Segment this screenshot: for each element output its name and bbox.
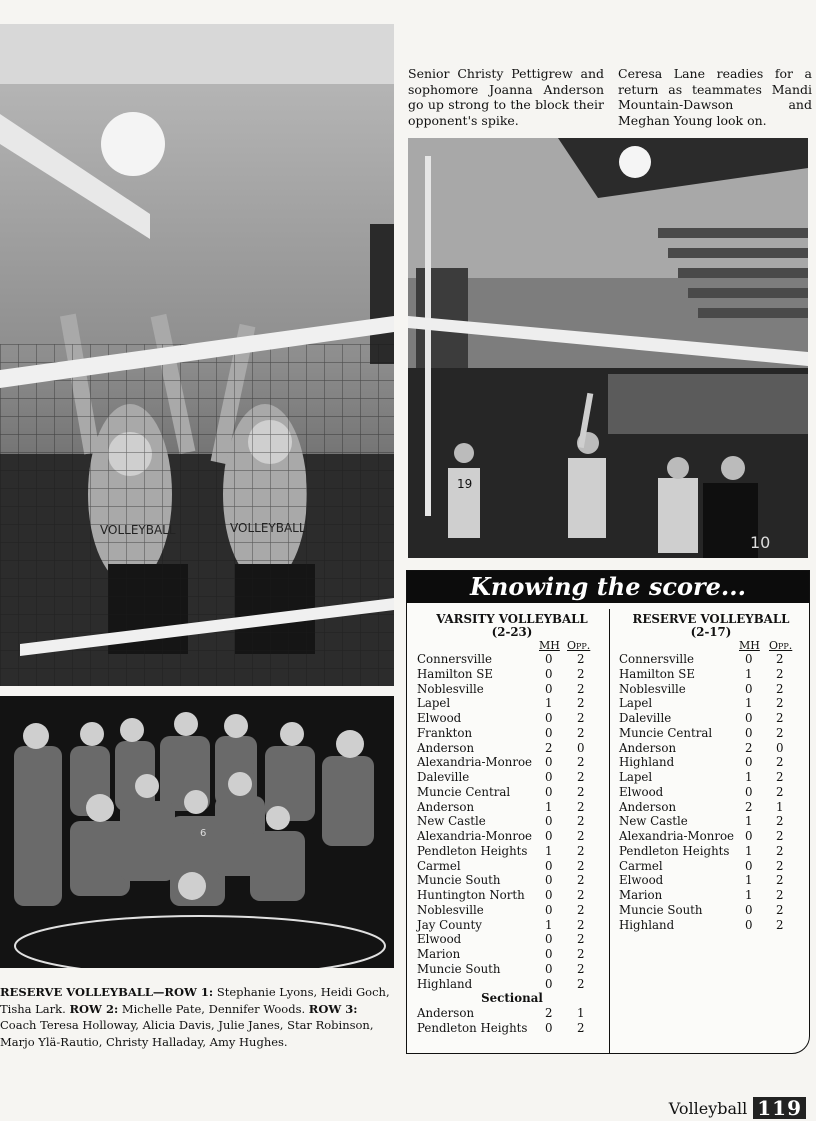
varsity-header — [417, 639, 607, 652]
opponent-name: Anderson — [417, 799, 475, 814]
score-row — [619, 711, 803, 726]
reserve-record: (2-17) — [690, 625, 732, 639]
opp-score: 2 — [776, 725, 784, 740]
score-row — [417, 962, 607, 977]
scorebox-title: Knowing the score... — [407, 571, 809, 603]
mh-score: 0 — [745, 755, 753, 770]
score-row — [619, 918, 803, 933]
opp-score: 2 — [776, 858, 784, 873]
opponent-name: Muncie Central — [619, 725, 713, 740]
jersey-number-10: 10 — [750, 533, 771, 552]
varsity-games — [417, 652, 607, 991]
opp-score: 2 — [577, 976, 585, 991]
reserve-games — [619, 652, 803, 932]
opponent-name: Daleville — [417, 770, 470, 784]
opp-score: 2 — [577, 725, 585, 740]
caption-reserve-roster — [0, 984, 393, 1050]
score-row — [619, 800, 803, 815]
opponent-name: Lapel — [417, 696, 451, 711]
opponent-name: Highland — [619, 755, 675, 770]
opp-score: 2 — [577, 711, 585, 725]
opp-score: 2 — [577, 932, 585, 947]
score-row — [619, 770, 803, 785]
mh-score: 0 — [745, 902, 753, 917]
opponent-name: Elwood — [417, 711, 462, 725]
reserve-header — [619, 639, 803, 652]
opp-score: 2 — [577, 652, 585, 666]
reserve-title: RESERVE VOLLEYBALL — [632, 612, 790, 626]
opp-score: 2 — [776, 917, 784, 932]
opp-score: 2 — [776, 784, 784, 799]
opp-score: 2 — [776, 696, 784, 711]
opp-score: 2 — [776, 873, 784, 888]
score-row — [417, 947, 607, 962]
opponent-name: Noblesville — [619, 681, 686, 696]
opponent-name: Muncie South — [619, 902, 703, 917]
score-row — [619, 814, 803, 829]
opp-score: 2 — [577, 902, 585, 917]
opp-score: 2 — [577, 917, 585, 932]
opp-score: 2 — [577, 947, 585, 961]
opponent-name: Elwood — [417, 932, 462, 947]
score-row — [417, 711, 607, 726]
roster-row2-label: ROW 2: — [69, 1001, 119, 1016]
score-row — [619, 696, 803, 711]
page-footer — [669, 1097, 806, 1119]
opp-score: 2 — [577, 666, 585, 681]
score-row — [417, 741, 607, 756]
varsity-sectional-label: Sectional — [481, 991, 543, 1006]
opp-score: 2 — [776, 681, 784, 696]
opp-score: 2 — [776, 888, 784, 902]
photo-reserve-team-image — [0, 696, 394, 968]
mh-score: 1 — [745, 770, 753, 784]
opponent-name: Highland — [619, 917, 675, 932]
mh-score: 0 — [545, 755, 553, 770]
score-row — [619, 785, 803, 800]
mh-score: 0 — [545, 961, 553, 976]
opp-score: 0 — [776, 740, 784, 755]
page-number: 119 — [753, 1097, 806, 1119]
opponent-name: Elwood — [619, 784, 664, 799]
mh-score: 0 — [545, 947, 553, 961]
score-row — [619, 888, 803, 903]
opp-score: 2 — [577, 829, 585, 843]
mh-score: 0 — [745, 711, 753, 725]
score-row — [417, 1006, 607, 1021]
footer-section: Volleyball — [668, 1098, 748, 1118]
varsity-column — [417, 613, 607, 1036]
opponent-name: Elwood — [619, 873, 664, 888]
varsity-sectional-games — [417, 1006, 607, 1036]
score-row — [417, 903, 607, 918]
score-row — [619, 903, 803, 918]
score-row — [619, 667, 803, 682]
opponent-name: Carmel — [417, 858, 461, 873]
opponent-name: Anderson — [619, 799, 677, 814]
score-row — [417, 814, 607, 829]
score-row — [417, 932, 607, 947]
mh-score: 0 — [545, 902, 553, 917]
opponent-name: Noblesville — [417, 681, 484, 696]
score-row — [417, 1021, 607, 1036]
opponent-name: Hamilton SE — [417, 666, 493, 681]
mh-score: 1 — [745, 666, 753, 681]
score-row — [619, 844, 803, 859]
opp-score: 2 — [776, 843, 784, 858]
score-row — [619, 652, 803, 667]
mh-score: 0 — [545, 711, 553, 725]
roster-title: RESERVE VOLLEYBALL—ROW 1: — [0, 985, 214, 999]
opponent-name: Lapel — [619, 770, 653, 784]
jersey-number-6: 6 — [200, 828, 207, 839]
mh-score: 1 — [745, 814, 753, 829]
opponent-name: Frankton — [417, 725, 473, 740]
score-row — [417, 800, 607, 815]
scorebox — [406, 570, 810, 1054]
opp-score: 2 — [577, 858, 585, 873]
score-row — [619, 741, 803, 756]
opp-score: 2 — [776, 814, 784, 829]
opponent-name: Hamilton SE — [619, 666, 695, 681]
mh-score: 1 — [745, 888, 753, 902]
opponent-name: Marion — [619, 888, 663, 902]
opponent-name: Carmel — [619, 858, 663, 873]
caption-return: Ceresa Lane readies for a return as teammates Mandi Mountain-Dawson and Meghan Young look on. — [618, 66, 812, 128]
score-row — [619, 829, 803, 844]
mh-score: 0 — [745, 652, 753, 666]
mh-score: 0 — [745, 829, 753, 843]
mh-score: 0 — [545, 814, 553, 829]
mh-score: 0 — [545, 858, 553, 873]
opp-score: 2 — [577, 755, 585, 770]
opp-score: 2 — [577, 888, 585, 902]
mh-score: 1 — [745, 873, 753, 888]
photo-net-block-image — [0, 24, 394, 686]
score-row — [417, 977, 607, 992]
mh-score: 2 — [745, 799, 753, 814]
opponent-name: Anderson — [417, 1006, 475, 1020]
opp-score: 2 — [577, 784, 585, 799]
score-row — [619, 859, 803, 874]
mh-score: 1 — [545, 799, 553, 814]
opp-score: 2 — [577, 814, 585, 829]
roster-row3-label: ROW 3: — [308, 1001, 358, 1016]
opp-score: 0 — [577, 740, 585, 755]
score-row — [417, 682, 607, 697]
opp-score: 1 — [577, 1006, 585, 1020]
score-row — [417, 696, 607, 711]
opponent-name: Highland — [417, 976, 473, 991]
opp-score: 2 — [577, 873, 585, 888]
opponent-name: Pendleton Heights — [417, 843, 528, 858]
photo-return — [408, 138, 808, 558]
mh-score: 0 — [545, 1020, 553, 1035]
opp-score: 2 — [776, 711, 784, 725]
score-row — [417, 918, 607, 933]
opp-score: 2 — [776, 652, 784, 666]
opp-score: 2 — [776, 755, 784, 770]
opp-score: 2 — [776, 770, 784, 784]
mh-score: 0 — [745, 917, 753, 932]
score-row — [417, 785, 607, 800]
score-row — [619, 726, 803, 741]
opponent-name: Huntington North — [417, 888, 525, 902]
score-row — [619, 682, 803, 697]
mh-score: 0 — [545, 666, 553, 681]
opponent-name: Daleville — [619, 711, 672, 725]
opponent-name: Connersville — [619, 652, 694, 666]
score-row — [417, 667, 607, 682]
score-row — [417, 652, 607, 667]
opp-score: 2 — [776, 902, 784, 917]
mh-score: 0 — [745, 858, 753, 873]
photo-return-image — [408, 138, 808, 558]
opp-score: 2 — [776, 666, 784, 681]
opponent-name: Anderson — [619, 740, 677, 755]
roster-row3: Coach Teresa Holloway, Alicia Davis, Julie Janes, Star Robinson, Marjo Ylä-Rautio, Christy Halladay, Amy Hughes. — [0, 1018, 374, 1049]
score-row — [417, 829, 607, 844]
photo-reserve-team — [0, 696, 394, 968]
opp-score: 2 — [577, 799, 585, 814]
roster-row2: Michelle Pate, Dennifer Woods. — [118, 1001, 309, 1016]
score-row — [417, 844, 607, 859]
opp-score: 1 — [776, 799, 784, 814]
mh-score: 0 — [545, 888, 553, 902]
opponent-name: Alexandria-Monroe — [417, 755, 533, 770]
mh-score: 2 — [545, 1006, 553, 1020]
varsity-mh-header: MH — [539, 639, 560, 652]
scorebox-divider — [609, 609, 610, 1053]
mh-score: 0 — [545, 725, 553, 740]
mh-score: 0 — [545, 681, 553, 696]
opponent-name: Jay County — [417, 917, 482, 932]
opponent-name: Muncie South — [417, 961, 501, 976]
opponent-name: Connersville — [417, 652, 492, 666]
mh-score: 1 — [545, 917, 553, 932]
score-row — [619, 755, 803, 770]
mh-score: 0 — [745, 725, 753, 740]
opp-score: 2 — [577, 843, 585, 858]
reserve-opp-header: Opp. — [769, 639, 793, 652]
opponent-name: New Castle — [619, 814, 688, 829]
opp-score: 2 — [577, 770, 585, 784]
varsity-record: (2-23) — [491, 625, 533, 639]
opponent-name: Lapel — [619, 696, 653, 711]
opponent-name: Marion — [417, 947, 461, 961]
score-row — [417, 873, 607, 888]
opponent-name: Noblesville — [417, 902, 484, 917]
opponent-name: Pendleton Heights — [619, 843, 730, 858]
varsity-opp-header: Opp. — [567, 639, 591, 652]
mh-score: 2 — [745, 740, 753, 755]
mh-score: 0 — [545, 784, 553, 799]
opponent-name: Pendleton Heights — [417, 1020, 528, 1035]
score-row — [619, 873, 803, 888]
varsity-title: VARSITY VOLLEYBALL — [436, 612, 588, 626]
mh-score: 0 — [545, 932, 553, 947]
mh-score: 0 — [745, 681, 753, 696]
score-row — [417, 859, 607, 874]
mh-score: 1 — [545, 696, 553, 711]
opponent-name: Alexandria-Monroe — [619, 829, 735, 843]
score-row — [417, 755, 607, 770]
score-row — [417, 770, 607, 785]
opponent-name: Muncie South — [417, 873, 501, 888]
opponent-name: Anderson — [417, 740, 475, 755]
opp-score: 2 — [577, 961, 585, 976]
opp-score: 2 — [577, 696, 585, 711]
opponent-name: Muncie Central — [417, 784, 511, 799]
opp-score: 2 — [776, 829, 784, 843]
score-row — [417, 726, 607, 741]
mh-score: 2 — [545, 740, 553, 755]
mh-score: 1 — [745, 696, 753, 711]
mh-score: 0 — [545, 770, 553, 784]
mh-score: 0 — [545, 652, 553, 666]
score-row — [417, 888, 607, 903]
mh-score: 0 — [545, 873, 553, 888]
photo-net-block — [0, 24, 394, 686]
reserve-mh-header: MH — [739, 639, 760, 652]
opp-score: 2 — [577, 681, 585, 696]
mh-score: 1 — [745, 843, 753, 858]
roster-row1: Stephanie Lyons, Heidi Goch, Tisha Lark. — [0, 985, 390, 1016]
mh-score: 0 — [545, 829, 553, 843]
mh-score: 0 — [745, 784, 753, 799]
reserve-column — [619, 613, 803, 932]
jersey-number-19: 19 — [457, 477, 473, 491]
mh-score: 0 — [545, 976, 553, 991]
opponent-name: Alexandria-Monroe — [417, 829, 533, 843]
mh-score: 1 — [545, 843, 553, 858]
caption-spike: Senior Christy Pettigrew and sophomore Joanna Anderson go up strong to the block their opponent's spike. — [408, 66, 604, 128]
opponent-name: New Castle — [417, 814, 486, 829]
opp-score: 2 — [577, 1020, 585, 1035]
